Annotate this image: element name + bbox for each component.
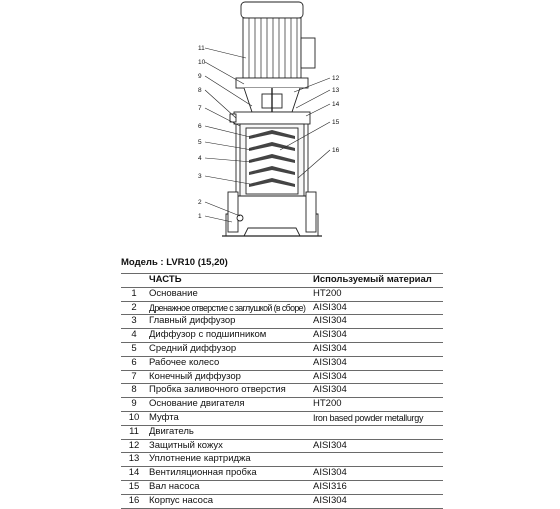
row-no: 3 [121, 315, 147, 329]
table-row [121, 384, 443, 398]
parts-table [121, 273, 443, 509]
row-material: AISI304 [311, 494, 443, 508]
row-part: Основание [147, 287, 311, 301]
row-part: Средний диффузор [147, 342, 311, 356]
table-row [121, 425, 443, 439]
callout-11: 11 [198, 45, 205, 52]
row-no: 1 [121, 287, 147, 301]
col-header-material: Используемый материал [311, 274, 443, 288]
row-material: HT200 [311, 398, 443, 412]
row-material: AISI304 [311, 370, 443, 384]
row-no: 13 [121, 453, 147, 467]
row-material: AISI304 [311, 467, 443, 481]
row-material: AISI304 [311, 342, 443, 356]
table-row [121, 398, 443, 412]
row-no: 12 [121, 439, 147, 453]
row-material: AISI316 [311, 480, 443, 494]
row-part: Рабочее колесо [147, 356, 311, 370]
row-part: Корпус насоса [147, 494, 311, 508]
row-part: Диффузор с подшипником [147, 329, 311, 343]
callout-7: 7 [198, 105, 202, 112]
model-label: Модель : LVR10 (15,20) [121, 257, 228, 268]
row-no: 4 [121, 329, 147, 343]
row-material: AISI304 [311, 329, 443, 343]
row-no: 10 [121, 411, 147, 425]
row-no: 9 [121, 398, 147, 412]
row-no: 2 [121, 301, 147, 315]
row-part: Уплотнение картриджа [147, 453, 311, 467]
table-row [121, 315, 443, 329]
callout-14: 14 [332, 101, 340, 108]
col-header-part: ЧАСТЬ [147, 274, 311, 288]
row-part: Вал насоса [147, 480, 311, 494]
row-material: HT200 [311, 287, 443, 301]
table-row [121, 480, 443, 494]
table-row [121, 370, 443, 384]
row-no: 5 [121, 342, 147, 356]
row-material: AISI304 [311, 315, 443, 329]
terminal-box [301, 38, 315, 68]
row-no: 16 [121, 494, 147, 508]
table-row [121, 494, 443, 508]
row-part: Основание двигателя [147, 398, 311, 412]
row-material: AISI304 [311, 301, 443, 315]
table-row [121, 287, 443, 301]
row-material: AISI304 [311, 356, 443, 370]
row-part: Вентиляционная пробка [147, 467, 311, 481]
row-part: Конечный диффузор [147, 370, 311, 384]
row-material: AISI304 [311, 439, 443, 453]
row-no: 14 [121, 467, 147, 481]
motor-body [243, 18, 301, 78]
row-part: Пробка заливочного отверстия [147, 384, 311, 398]
row-part: Двигатель [147, 425, 311, 439]
table-header-row [121, 274, 443, 288]
row-material [311, 425, 443, 439]
callout-16: 16 [332, 147, 340, 154]
callout-12: 12 [332, 75, 340, 82]
pump-head [234, 112, 310, 124]
table-row [121, 411, 443, 425]
callout-15: 15 [332, 119, 340, 126]
row-part: Главный диффузор [147, 315, 311, 329]
table-row [121, 301, 443, 315]
callout-4: 4 [198, 155, 202, 162]
table-row [121, 453, 443, 467]
row-no: 11 [121, 425, 147, 439]
callout-9: 9 [198, 73, 202, 80]
outlet-flange [306, 192, 316, 232]
callout-1: 1 [198, 213, 202, 220]
row-material: AISI304 [311, 384, 443, 398]
motor-flange [236, 78, 308, 88]
row-part: Дренажное отверстие с заглушкой (в сборе) [147, 301, 311, 315]
row-part: Муфта [147, 411, 311, 425]
row-no: 6 [121, 356, 147, 370]
row-material: Iron based powder metallurgy [311, 411, 443, 425]
callout-10: 10 [198, 59, 206, 66]
table-row [121, 356, 443, 370]
pump-sectional-diagram [0, 0, 560, 250]
row-part: Защитный кожух [147, 439, 311, 453]
callout-2: 2 [198, 199, 202, 206]
row-no: 15 [121, 480, 147, 494]
row-no: 7 [121, 370, 147, 384]
row-no: 8 [121, 384, 147, 398]
callout-13: 13 [332, 87, 340, 94]
callout-5: 5 [198, 139, 202, 146]
callout-8: 8 [198, 87, 202, 94]
table-row [121, 329, 443, 343]
table-row [121, 439, 443, 453]
row-material [311, 453, 443, 467]
table-row [121, 342, 443, 356]
table-row [121, 467, 443, 481]
motor-fan-cover [241, 2, 303, 18]
col-header-no [121, 274, 147, 288]
callout-6: 6 [198, 123, 202, 130]
callout-3: 3 [198, 173, 202, 180]
